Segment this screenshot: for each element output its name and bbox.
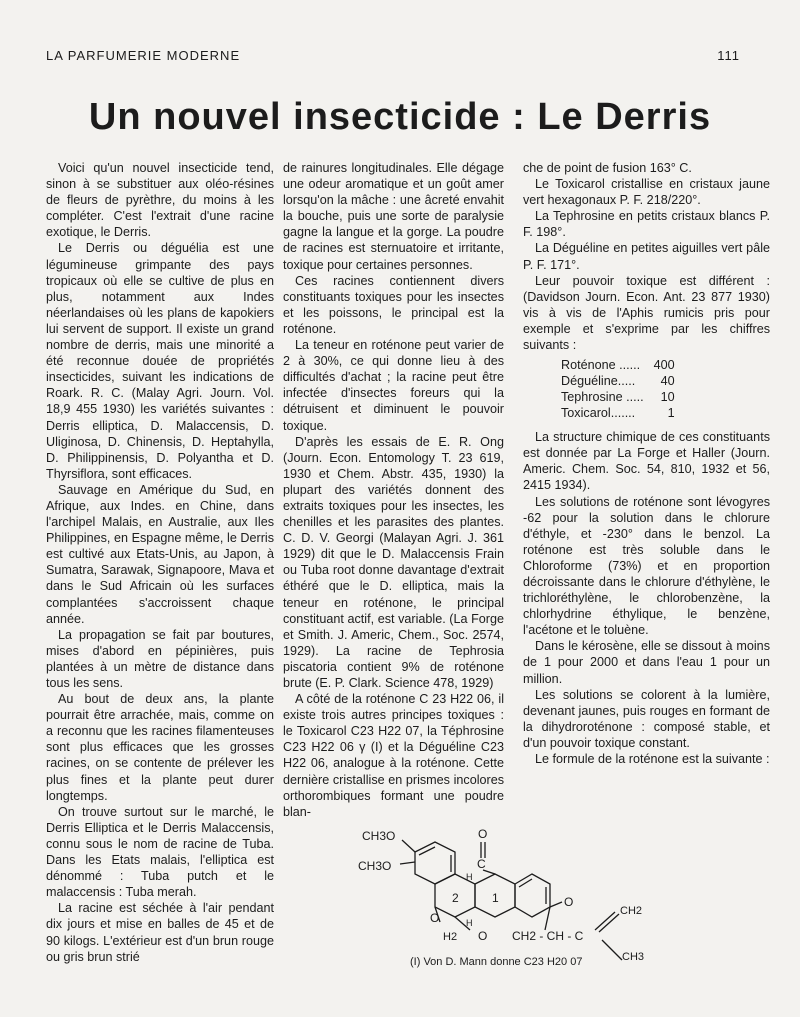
oxygen-label: O xyxy=(478,827,488,841)
table-row xyxy=(559,373,677,389)
paragraph: La propagation se fait par boutures, mises d'abord en pépinières, puis plantées à un mètre de distance dans tous les sens. xyxy=(46,627,274,690)
page-number: 111 xyxy=(717,48,740,63)
article-title: Un nouvel insecticide : Le Derris xyxy=(88,96,712,138)
ring-number-2: 2 xyxy=(452,891,459,905)
paragraph: A côté de la roténone C 23 H22 06, il existe trois autres principes toxiques : le Toxicarol C23 H22 07, la Téphrosine C23 H22 06 γ (I) et la Déguéline C23 H22 06, analogue à la roténone. Cette dernière cristallise en prismes incolores orthorombiques formant une poudre blan- xyxy=(283,692,504,819)
column-2 xyxy=(283,160,504,820)
paragraph: de rainures longitudinales. Elle dégage une odeur aromatique et un goût amer lorsqu'on la mâche : une âcreté envahit la bouche, puis une sorte de paralysie gagne la langue et la gorge. La poudre de racines est sternuatoire et irritante, toxique pour certaines personnes. xyxy=(283,161,504,272)
ring-c xyxy=(515,874,550,917)
paragraph: Les solutions de roténone sont lévogyres -62 pour la solution dans le chlorure d'éthyle, et -230° dans le benzol. La roténone est très soluble dans le Chloroforme (73%) et en proportion décroissante dans le chlorure d'éthylène, le trichloréthylène, le chlorobenzène, la chlorhydrine éthylique, le benzène, l'acétone et le toluène. xyxy=(523,494,770,638)
paragraph: La Tephrosine en petits cristaux blancs P. F. 198°. xyxy=(523,209,770,240)
hydrogen-label: H xyxy=(466,918,473,928)
bond xyxy=(545,907,550,930)
toxicity-value: 400 xyxy=(653,358,675,373)
paragraph: Le Toxicarol cristallise en cristaux jaune vert hexagonaux P. F. 218/220°. xyxy=(523,177,770,208)
table-row xyxy=(559,389,677,405)
journal-name: LA PARFUMERIE MODERNE xyxy=(46,48,241,63)
compound-name: Tephrosine ..... xyxy=(561,390,644,405)
paragraph: Ces racines contiennent divers constituants toxiques pour les insectes et les poissons, le principal est la roténone. xyxy=(283,273,504,336)
carbon-label: C xyxy=(477,857,486,871)
oxygen-label: O xyxy=(430,911,440,925)
toxicity-value: 1 xyxy=(667,406,675,421)
column-1 xyxy=(46,160,274,965)
paragraph: Le formule de la roténone est la suivante : xyxy=(535,752,770,766)
methyl-label: CH3 xyxy=(622,951,645,963)
paragraph: Les solutions se colorent à la lumière, devenant jaunes, puis rouges en formant de la dihydroroténone : composé stable, et d'un pouvoir toxique constant. xyxy=(523,687,770,750)
paragraph: La structure chimique de ces constituants est donnée par La Forge et Haller (Journ. Americ. Chem. Soc. 54, 810, 1932 et 56, 2415 1934). xyxy=(523,430,770,493)
table-row xyxy=(559,405,677,421)
paragraph: Leur pouvoir toxique est différent : (Davidson Journ. Econ. Ant. 23 877 1930) vis à vis de l'Aphis rumicis pris pour exemple et s'exprime par les chiffres suivants : xyxy=(523,273,770,353)
hydrogen-label: H xyxy=(466,872,473,882)
methoxy-bond xyxy=(400,862,415,864)
side-chain-label: CH2 - CH - C xyxy=(512,929,584,943)
table-row xyxy=(559,357,677,373)
running-head xyxy=(46,48,740,63)
structure-labels xyxy=(358,827,644,963)
bond xyxy=(550,902,562,907)
oxygen-label: O xyxy=(564,895,574,909)
structure-bonds xyxy=(400,840,622,960)
ring-number-1: 1 xyxy=(492,891,499,905)
methylene-label: CH2 xyxy=(620,905,643,917)
hydrogen-label: H2 xyxy=(443,931,458,943)
paragraph: Le Derris ou déguélia est une légumineuse grimpante des pays tropicaux où elle se cultive de plus en plus, notamment aux Indes néerlandaises où les plans de kapokiers lui servent de support. Il existe un grand nombre de derris, mais une minorité a été reconnue douée de propriétés insecticides, suivant les indications de Roark. R. C. (Malay Agri. Journ. Vol. 18,9 455 1930) les variétés suivantes : Derris elliptica, D. Malaccensis, D. Uliginosa, D. Chinensis, D. Heptahylla, D. Philippinensis, D. Polyantha et D. Thyrsiflora, sont efficaces. xyxy=(46,241,274,481)
paragraph: Sauvage en Amérique du Sud, en Afrique, aux Indes. en Chine, dans l'archipel Malais, en Australie, aux Iles Philippines, en Espagne même, le Derris est cultivé aux Etats-Unis, au Japon, à Sumatra, Sarawak, Signapoore, Mava et dans le Sud Africain où les surfaces complantées s'accroissent chaque année. xyxy=(46,482,274,626)
formula-caption: (I) Von D. Mann donne C23 H20 07 xyxy=(410,956,583,968)
paragraph: D'après les essais de E. R. Ong (Journ. Econ. Entomology T. 23 619, 1930 et Chem. Abstr. 435, 1930) la plupart des variétés donnent des extraits toxiques pour les insectes, les chenilles et les parasites des plantes. C. D. V. Georgi (Malayan Agri. J. 361 1929) dit que le D. Malaccensis Frain ou Tuba root donne davantage d'extrait éthéré que le D. elliptica, mais la teneur en roténone, le principal constituant actif, est variable. (La Forge et Smith. J. Americ, Chem., Soc. 2574, 1929). La racine de Tephrosia piscatoria contient 9% de roténone brute (E. P. Clark. Science 478, 1929) xyxy=(283,434,504,690)
methoxy-bond xyxy=(402,840,415,852)
paragraph: Au bout de deux ans, la plante pourrait être arrachée, mais, comme on a reconnu que les racines filamenteuses sont plus efficaces que les grosses racines, on se contente de prélever les plus fines et la plante peut durer longtemps. xyxy=(46,692,274,803)
paragraph: La teneur en roténone peut varier de 2 à 30%, ce qui donne lieu à des difficultés d'achat ; la racine peut être infectée d'insectes foreurs qui la détruisent et diminuent le pouvoir toxique. xyxy=(283,338,504,433)
paragraph: Dans le kérosène, elle se dissout à moins de 1 pour 2000 et dans l'eau 1 pour un million. xyxy=(523,639,770,686)
toxicity-table xyxy=(559,357,677,421)
oxygen-label: O xyxy=(478,929,488,943)
paragraph: La racine est séchée à l'air pendant dix jours et mise en balles de 45 et de 90 kilogs. L'extérieur est d'un brun rouge ou gris brun strié xyxy=(46,901,274,964)
compound-name: Déguéline..... xyxy=(561,374,636,389)
column-3 xyxy=(523,160,770,767)
paragraph: On trouve surtout sur le marché, le Derris Elliptica et le Derris Malaccensis, connu sous le nom de racine de Tuba. Dans les Etats malais, l'elliptica est dénommé : Tuba putch et le malaccensis : Tuba merah. xyxy=(46,804,274,900)
toxicity-value: 10 xyxy=(660,390,675,405)
methoxy-label: CH3O xyxy=(362,829,396,843)
methoxy-label: CH3O xyxy=(358,859,392,873)
compound-name: Toxicarol....... xyxy=(561,406,636,421)
paragraph: Voici qu'un nouvel insecticide tend, sinon à se substituer aux oléo-résines de fleurs de pyrèthre, du moins à les compléter. C'est l'extrait d'une racine exotique, le Derris. xyxy=(46,161,274,240)
paragraph: che de point de fusion 163° C. xyxy=(523,161,692,175)
toxicity-value: 40 xyxy=(660,374,675,389)
paragraph: La Déguéline en petites aiguilles vert pâle P. F. 171°. xyxy=(523,241,770,272)
compound-name: Roténone ...... xyxy=(561,358,641,373)
bond xyxy=(602,940,622,960)
